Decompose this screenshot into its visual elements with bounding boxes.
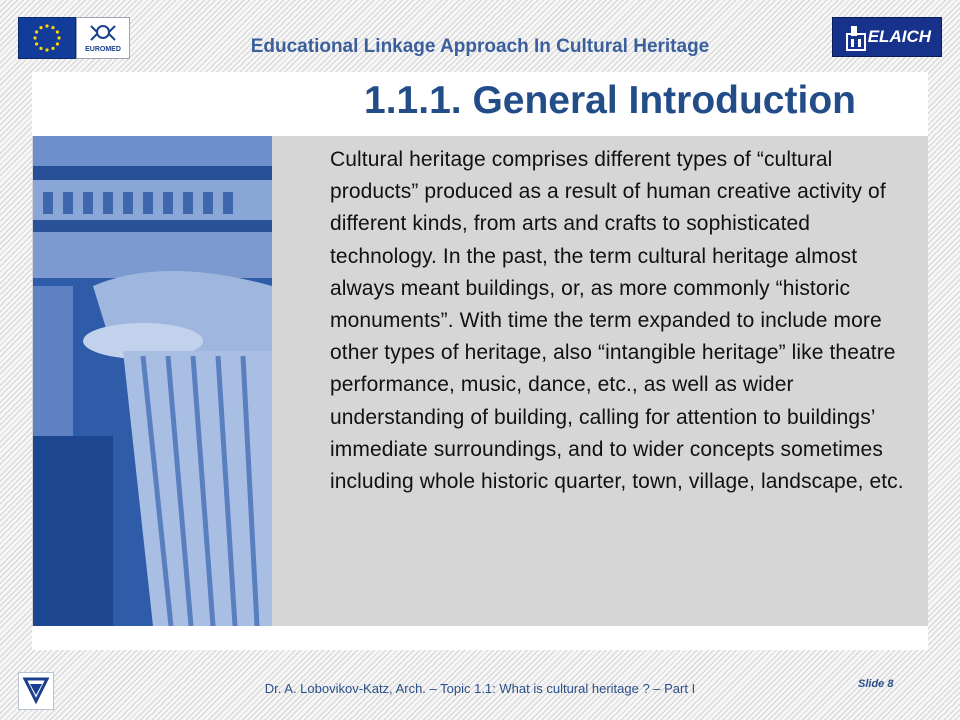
eu-flag-icon [18,17,76,59]
technion-logo-icon [18,672,54,710]
euromed-logo-icon [76,17,130,59]
elaich-logo-text: ELAICH [867,27,931,46]
footer-author-topic: Dr. A. Lobovikov-Katz, Arch. – Topic 1.1: What is cultural heritage ? – Part I [264,681,696,696]
euromed-logo-text: EUROMED [85,46,121,53]
column-photo [33,136,272,626]
header-title: Educational Linkage Approach In Cultural Heritage [250,36,710,57]
slide-number: Slide 8 [858,678,894,690]
elaich-logo-icon [832,17,942,57]
slide-title: 1.1.1. General Introduction [364,79,856,122]
slide-body-text: Cultural heritage comprises different types of “cultural products” produced as a result of human creative activity of different kinds, from arts and crafts to sophisticated technology. In the past, the term cultural heritage almost always meant buildings, or, as more commonly “historic monuments”. With time the term expanded to include more other types of heritage, also “intangible heritage” like theatre performance, music, dance, etc., as well as wider understanding of building, calling for attention to buildings’ immediate surroundings, and to wider concepts sometimes including whole historic quarter, town, village, landscape, etc. [330,148,904,494]
